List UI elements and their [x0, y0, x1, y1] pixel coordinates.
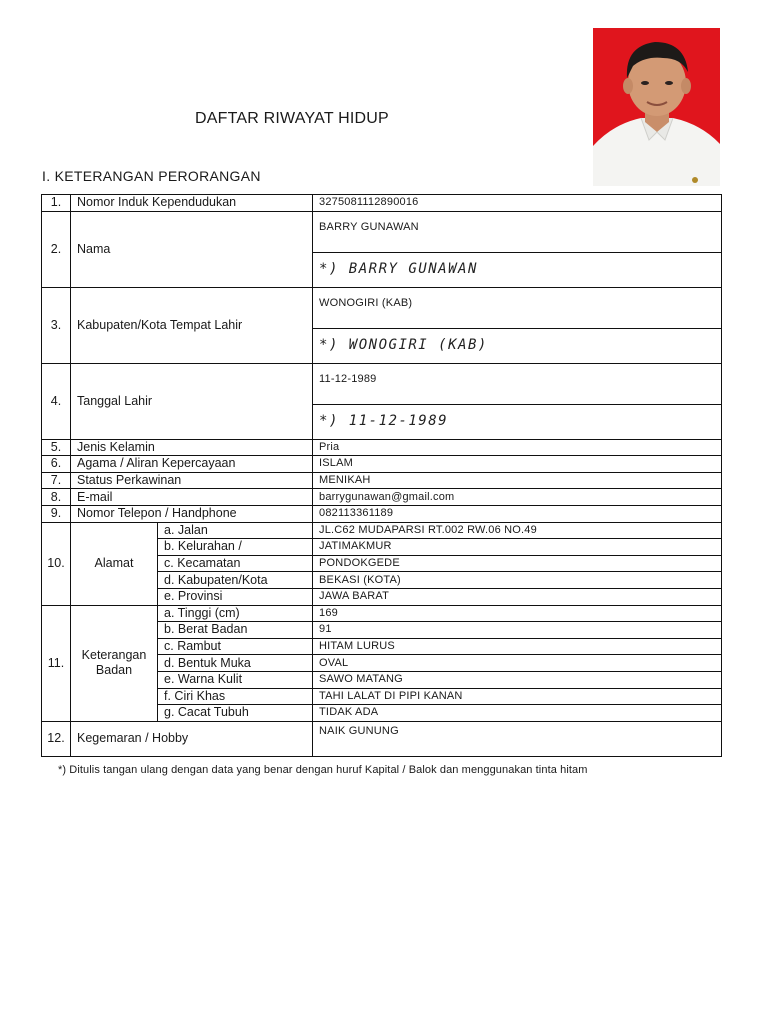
field-value: TAHI LALAT DI PIPI KANAN [313, 688, 722, 705]
biodata-table [41, 194, 722, 757]
row-status-perkawinan [42, 472, 722, 489]
field-label: Nomor Telepon / Handphone [71, 505, 313, 522]
label-line: Keterangan [81, 648, 147, 663]
row-email [42, 489, 722, 506]
row-alamat-jalan [42, 522, 722, 539]
sub-label: e. Provinsi [158, 588, 313, 605]
profile-photo [593, 28, 720, 186]
sub-label: a. Tinggi (cm) [158, 605, 313, 622]
row-hobby [42, 721, 722, 756]
field-value: Pria [313, 439, 722, 456]
row-badan-tinggi [42, 605, 722, 622]
handwritten-text: *) 11-12-1989 [319, 413, 449, 430]
sub-label: b. Kelurahan / [158, 539, 313, 556]
field-value: WONOGIRI (KAB) [313, 287, 722, 328]
field-label: Agama / Aliran Kepercayaan [71, 456, 313, 473]
sub-label: g. Cacat Tubuh [158, 705, 313, 722]
sub-label: d. Kabupaten/Kota [158, 572, 313, 589]
row-number: 8. [42, 489, 71, 506]
field-value: BARRY GUNAWAN [313, 211, 722, 252]
sub-label: e. Warna Kulit [158, 671, 313, 688]
row-jenis-kelamin [42, 439, 722, 456]
field-value: JAWA BARAT [313, 588, 722, 605]
row-number: 2. [42, 211, 71, 287]
label-line: Badan [95, 663, 133, 678]
row-tanggal-lahir [42, 363, 722, 404]
sub-label: c. Kecamatan [158, 555, 313, 572]
field-label: Jenis Kelamin [71, 439, 313, 456]
field-value: ISLAM [313, 456, 722, 473]
field-value: barrygunawan@gmail.com [313, 489, 722, 506]
row-nama [42, 211, 722, 252]
handwritten-text: *) BARRY GUNAWAN [319, 261, 478, 278]
field-label: Alamat [71, 522, 158, 605]
field-value: MENIKAH [313, 472, 722, 489]
row-number: 11. [42, 605, 71, 721]
field-label: Status Perkawinan [71, 472, 313, 489]
field-label: Nama [71, 211, 313, 287]
row-number: 1. [42, 195, 71, 212]
handwritten-value [313, 252, 722, 287]
row-number: 7. [42, 472, 71, 489]
field-value: NAIK GUNUNG [313, 721, 722, 756]
field-label [71, 605, 158, 721]
sub-label: d. Bentuk Muka [158, 655, 313, 672]
row-agama [42, 456, 722, 473]
row-nik [42, 195, 722, 212]
sub-label: a. Jalan [158, 522, 313, 539]
field-value: HITAM LURUS [313, 638, 722, 655]
field-value: JATIMAKMUR [313, 539, 722, 556]
row-number: 4. [42, 363, 71, 439]
footnote: *) Ditulis tangan ulang dengan data yang benar dengan huruf Kapital / Balok dan menggunakan tinta hitam [58, 764, 588, 776]
row-number: 12. [42, 721, 71, 756]
field-value: JL.C62 MUDAPARSI RT.002 RW.06 NO.49 [313, 522, 722, 539]
field-label: Kegemaran / Hobby [71, 721, 313, 756]
handwritten-value [313, 328, 722, 363]
field-value: PONDOKGEDE [313, 555, 722, 572]
field-value: BEKASI (KOTA) [313, 572, 722, 589]
field-value: SAWO MATANG [313, 671, 722, 688]
field-value: OVAL [313, 655, 722, 672]
field-value: 11-12-1989 [313, 363, 722, 404]
section-heading: I. KETERANGAN PERORANGAN [42, 168, 261, 184]
field-value: TIDAK ADA [313, 705, 722, 722]
field-label: Nomor Induk Kependudukan [71, 195, 313, 212]
field-value: 082113361189 [313, 505, 722, 522]
row-number: 10. [42, 522, 71, 605]
row-number: 6. [42, 456, 71, 473]
row-number: 3. [42, 287, 71, 363]
handwritten-value [313, 404, 722, 439]
sub-label: b. Berat Badan [158, 622, 313, 639]
row-tempat-lahir [42, 287, 722, 328]
row-telepon [42, 505, 722, 522]
field-value: 3275081112890016 [313, 195, 722, 212]
person-portrait [593, 28, 720, 186]
row-number: 9. [42, 505, 71, 522]
field-value: 91 [313, 622, 722, 639]
field-label: E-mail [71, 489, 313, 506]
row-number: 5. [42, 439, 71, 456]
field-label: Tanggal Lahir [71, 363, 313, 439]
sub-label: f. Ciri Khas [158, 688, 313, 705]
sub-label: c. Rambut [158, 638, 313, 655]
document-title: DAFTAR RIWAYAT HIDUP [195, 110, 389, 127]
field-value: 169 [313, 605, 722, 622]
handwritten-text: *) WONOGIRI (KAB) [319, 337, 488, 354]
field-label: Kabupaten/Kota Tempat Lahir [71, 287, 313, 363]
